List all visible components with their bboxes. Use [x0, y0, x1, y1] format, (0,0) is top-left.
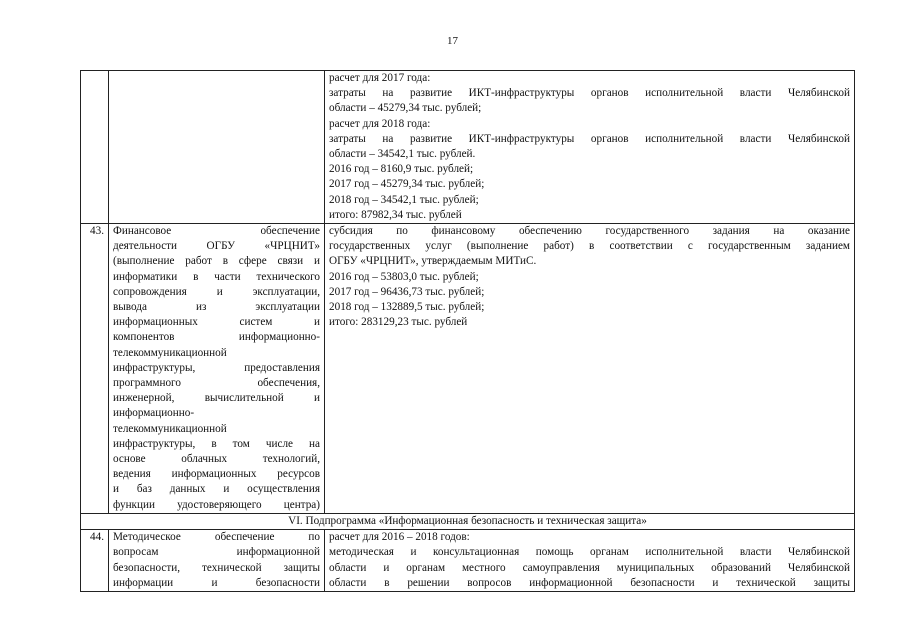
- name-line: вопросам информационной: [113, 546, 320, 559]
- calc-line: ОГБУ «ЧРЦНИТ», утверждаемым МИТиС.: [329, 255, 537, 268]
- measure-name-cell: [109, 71, 325, 224]
- name-line: сопровождения и эксплуатации,: [113, 285, 320, 298]
- measure-name-cell: [109, 530, 325, 592]
- calc-line: расчет для 2016 – 2018 годов:: [329, 531, 470, 544]
- name-line: деятельности ОГБУ «ЧРЦНИТ»: [113, 240, 320, 253]
- measures-table: [80, 70, 855, 592]
- name-line: и баз данных и осуществления: [113, 483, 320, 496]
- calc-line: методическая и консультационная помощь органам исполнительной власти Челябинской: [329, 546, 850, 559]
- row-number-cell: [81, 71, 109, 224]
- calc-line: затраты на развитие ИКТ-инфраструктуры органов исполнительной власти Челябинской: [329, 87, 850, 100]
- row-number-cell: 43.: [81, 224, 109, 514]
- section-heading: VI. Подпрограмма «Информационная безопасность и техническая защита»: [81, 513, 855, 529]
- name-line: ведения информационных ресурсов: [113, 468, 320, 481]
- calculation-cell: [325, 224, 855, 514]
- calc-line: области и органам местного самоуправления муниципальных образований Челябинской: [329, 561, 850, 574]
- calc-line: итого: 87982,34 тыс. рублей: [329, 208, 462, 221]
- calc-line: итого: 283129,23 тыс. рублей: [329, 316, 468, 329]
- name-line: телекоммуникационной: [113, 346, 227, 359]
- calc-line: 2016 год – 8160,9 тыс. рублей;: [329, 163, 474, 176]
- name-line: Финансовое обеспечение: [113, 225, 320, 238]
- name-line: вывода из эксплуатации: [113, 301, 320, 314]
- table-row-43: [81, 224, 855, 514]
- row-number-cell: 44.: [81, 530, 109, 592]
- calc-line: области – 45279,34 тыс. рублей;: [329, 102, 482, 115]
- name-line: основе облачных технологий,: [113, 453, 320, 466]
- page-number: 17: [447, 35, 458, 47]
- calculation-cell: [325, 530, 855, 592]
- calc-line: 2017 год – 45279,34 тыс. рублей;: [329, 178, 485, 191]
- name-line: информационно-: [113, 407, 195, 420]
- name-line: информации и безопасности: [113, 576, 320, 589]
- calc-line: расчет для 2017 года:: [329, 72, 431, 84]
- name-line: информатики в части технического: [113, 270, 320, 283]
- name-line: инженерной, вычислительной и: [113, 392, 320, 405]
- calc-line: государственных услуг (выполнение работ) в соответствии с государственным заданием: [329, 240, 850, 253]
- name-line: телекоммуникационной: [113, 422, 227, 435]
- calc-line: 2017 год – 96436,73 тыс. рублей;: [329, 285, 485, 298]
- measure-name-cell: [109, 224, 325, 514]
- calc-line: затраты на развитие ИКТ-инфраструктуры органов исполнительной власти Челябинской: [329, 132, 850, 145]
- name-line: Методическое обеспечение по: [113, 531, 320, 544]
- name-line: компонентов информационно-: [113, 331, 320, 344]
- calc-line: расчет для 2018 года:: [329, 117, 431, 130]
- calc-line: 2018 год – 34542,1 тыс. рублей;: [329, 193, 479, 206]
- calc-line: области в решении вопросов информационной безопасности и технической защиты: [329, 576, 850, 589]
- calc-line: области – 34542,1 тыс. рублей.: [329, 148, 476, 161]
- table-row-continued: [81, 71, 855, 224]
- name-line: программного обеспечения,: [113, 377, 320, 390]
- calc-line: 2016 год – 53803,0 тыс. рублей;: [329, 270, 479, 283]
- name-line: (выполнение работ в сфере связи и: [113, 255, 320, 268]
- name-line: инфраструктуры, в том числе на: [113, 437, 320, 450]
- calc-line: 2018 год – 132889,5 тыс. рублей;: [329, 301, 485, 314]
- section-heading-row: [81, 513, 855, 529]
- name-line: безопасности, технической защиты: [113, 561, 320, 574]
- name-line: инфраструктуры, предоставления: [113, 361, 320, 374]
- table-row-44: [81, 530, 855, 592]
- calculation-cell: [325, 71, 855, 224]
- name-line: информационных систем и: [113, 316, 320, 329]
- name-line: функции удостоверяющего центра): [113, 498, 320, 511]
- calc-line: субсидия по финансовому обеспечению государственного задания на оказание: [329, 225, 850, 238]
